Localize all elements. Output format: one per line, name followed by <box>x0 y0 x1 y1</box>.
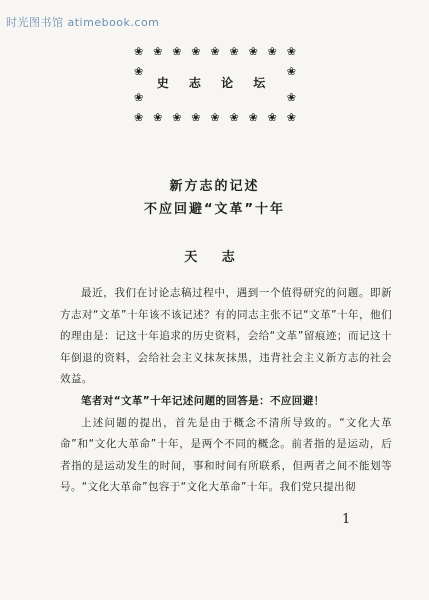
body-paragraph: 最近，我们在讨论志稿过程中，遇到一个值得研究的问题。即新方志对“文革”十年该不该记述？有的同志主张不记“文革”十年，他们的理由是：记这十年追求的历史资料，会给“文革”留痕迹；而记这十年倒退的资料，会给社会主义抹灰抹黑，违背社会主义新方志的社会效益。 <box>60 287 392 386</box>
flower-icon: ❀ <box>191 45 201 58</box>
flower-icon: ❀ <box>134 65 144 78</box>
column-banner <box>134 46 296 124</box>
flower-icon: ❀ <box>286 45 296 58</box>
flower-icon: ❀ <box>153 111 163 124</box>
flower-icon: ❀ <box>248 111 258 124</box>
ornament-row-bottom <box>134 112 296 124</box>
flower-icon: ❀ <box>134 91 144 104</box>
flower-icon: ❀ <box>134 45 144 58</box>
flower-icon: ❀ <box>191 111 201 124</box>
flower-icon: ❀ <box>153 45 163 58</box>
flower-icon: ❀ <box>134 111 144 124</box>
flower-icon: ❀ <box>286 91 296 104</box>
flower-icon: ❀ <box>229 45 239 58</box>
flower-icon: ❀ <box>286 65 296 78</box>
site-watermark: 时光图书馆 atimebook.com <box>6 16 160 29</box>
flower-icon: ❀ <box>229 111 239 124</box>
ornament-row-top <box>134 46 296 58</box>
column-title: 史 志 论 坛 <box>156 76 274 90</box>
flower-icon: ❀ <box>248 45 258 58</box>
flower-icon: ❀ <box>267 45 277 58</box>
page-number: 1 <box>342 512 351 527</box>
article-author: 天 志 <box>184 250 245 265</box>
article-body <box>60 283 392 499</box>
flower-icon: ❀ <box>286 111 296 124</box>
article-title-line1: 新方志的记述 <box>169 179 260 194</box>
body-paragraph: 上述问题的提出，首先是由于概念不清所导致的。“文化大革命”和“文化大革命”十年，是两个不同的概念。前者指的是运动，后者指的是运动发生的时间，事和时间有所联系，但两者之间不能划等号。“文化大革命”包容于“文化大革命”十年。我们党只提出彻 <box>60 416 392 494</box>
article-title-line2: 不应回避“文革”十年 <box>143 202 286 217</box>
flower-icon: ❀ <box>210 111 220 124</box>
flower-icon: ❀ <box>267 111 277 124</box>
flower-icon: ❀ <box>210 45 220 58</box>
flower-icon: ❀ <box>172 111 182 124</box>
flower-icon: ❀ <box>172 45 182 58</box>
body-paragraph: 笔者对“文革”十年记述问题的回答是：不应回避！ <box>81 394 325 407</box>
